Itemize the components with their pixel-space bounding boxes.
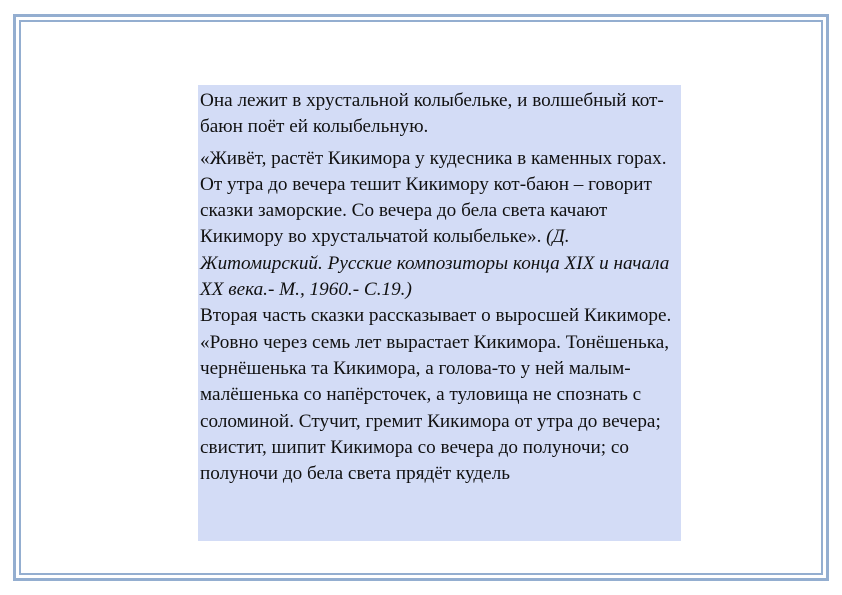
citation: (Д. Житомирский. Русские композиторы конца XIX и начала XX века.- М., 1960.- С.19.) bbox=[200, 226, 670, 301]
text-block bbox=[198, 85, 681, 541]
paragraph-quote bbox=[200, 146, 681, 304]
paragraph-cradle: Она лежит в хрустальной колыбельке, и волшебный кот-баюн поёт ей колыбельную. bbox=[200, 90, 664, 138]
paragraph-second-part: Вторая часть сказки рассказывает о выросшей Кикиморе. «Ровно через семь лет вырастает Кикимора. Тонёшенька, чернёшенька та Кикимора, а голова-то у ней малым-малёшенька со напёрсточек, а туловища не спознать с соломиной. Стучит, гремит Кикимора от утра до вечера; свистит, шипит Кикимора со вечера до полуночи; со полуночи до бела света прядёт кудель bbox=[200, 305, 672, 485]
quote-text: «Живёт, растёт Кикимора у кудесника в каменных горах. От утра до вечера тешит Кикимору кот-баюн – говорит сказки заморские. Со вечера до бела света качают Кикимору во хрустальчатой колыбельке». bbox=[200, 147, 667, 248]
